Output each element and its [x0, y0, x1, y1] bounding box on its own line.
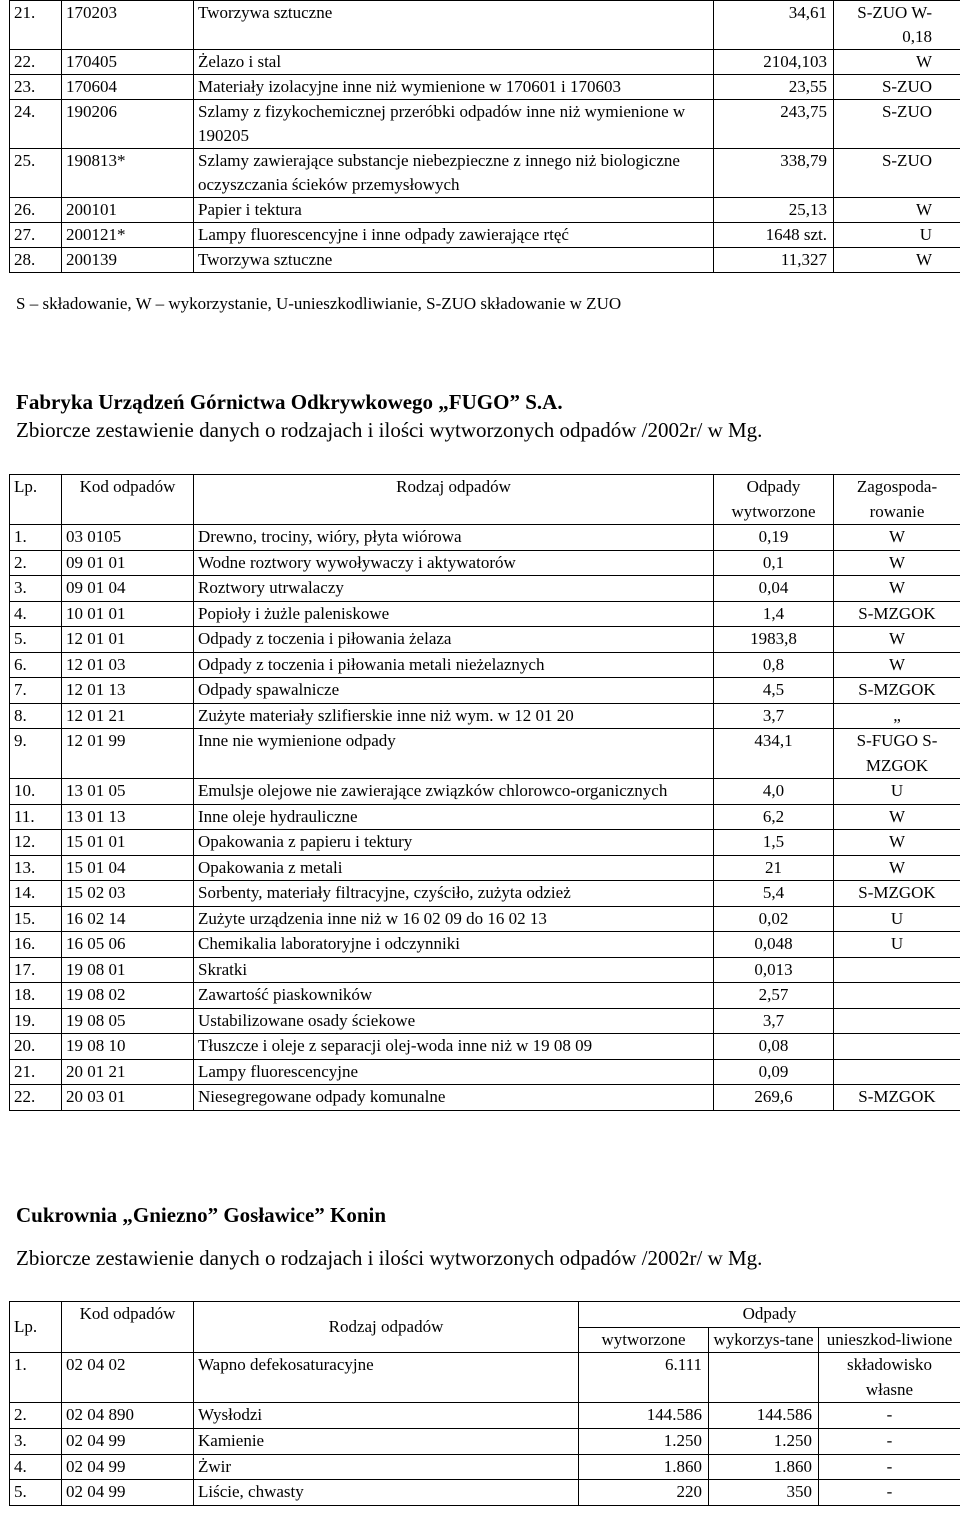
- cell-mgmt: W: [834, 550, 960, 576]
- table-row: [10, 550, 960, 576]
- cell-name: Emulsje olejowe nie zawierające związków chlorowco-organicznych: [194, 779, 714, 805]
- cell-lp: 3.: [10, 1428, 62, 1454]
- table-row: [10, 729, 960, 779]
- table-row: [10, 652, 960, 678]
- cell-mgmt: W: [834, 50, 960, 75]
- cell-code: 170405: [62, 50, 194, 75]
- cell-wykorzystane: 1.250: [709, 1428, 819, 1454]
- cell-name: Szlamy zawierające substancje niebezpieczne z innego niż biologiczne oczyszczania ścieków przemysłowych: [194, 149, 714, 198]
- cell-code: 20 01 21: [62, 1059, 194, 1085]
- cell-name: Wapno defekosaturacyjne: [194, 1353, 579, 1403]
- table-row: [10, 1403, 960, 1429]
- legend-text: S – składowanie, W – wykorzystanie, U-unieszkodliwianie, S-ZUO składowanie w ZUO: [16, 294, 622, 313]
- cell-name: Odpady z toczenia i piłowania żelaza: [194, 627, 714, 653]
- cell-qty: 1,4: [714, 601, 834, 627]
- cell-qty: 0,048: [714, 932, 834, 958]
- cell-name: Materiały izolacyjne inne niż wymienione w 170601 i 170603: [194, 75, 714, 100]
- cell-qty: 0,04: [714, 576, 834, 602]
- cell-code: 03 0105: [62, 525, 194, 551]
- cell-lp: 23.: [10, 75, 62, 100]
- cell-qty: 2,57: [714, 983, 834, 1009]
- cell-qty: 34,61: [714, 1, 834, 50]
- cell-name: Szlamy z fizykochemicznej przeróbki odpadów inne niż wymienione w 190205: [194, 100, 714, 149]
- cell-code: 15 02 03: [62, 881, 194, 907]
- table-row: [10, 703, 960, 729]
- cell-code: 02 04 99: [62, 1480, 194, 1506]
- cell-lp: 21.: [10, 1059, 62, 1085]
- cell-code: 10 01 01: [62, 601, 194, 627]
- cell-name: Popioły i żużle paleniskowe: [194, 601, 714, 627]
- cell-code: 12 01 13: [62, 678, 194, 704]
- table-row: [10, 75, 960, 100]
- cell-lp: 16.: [10, 932, 62, 958]
- cell-lp: 8.: [10, 703, 62, 729]
- cell-lp: 26.: [10, 198, 62, 223]
- cell-qty: 25,13: [714, 198, 834, 223]
- table-row: [10, 627, 960, 653]
- cell-mgmt: W: [834, 830, 960, 856]
- cell-mgmt: [834, 1034, 960, 1060]
- cell-mgmt: U: [834, 223, 960, 248]
- header-mgmt: Zagospoda-rowanie: [834, 475, 960, 525]
- cell-code: 200139: [62, 248, 194, 273]
- cell-name: Roztwory utrwalaczy: [194, 576, 714, 602]
- cell-qty: 0,8: [714, 652, 834, 678]
- table-row: [10, 678, 960, 704]
- table-row: [10, 525, 960, 551]
- cell-name: Żelazo i stal: [194, 50, 714, 75]
- table-row: [10, 1085, 960, 1111]
- cell-name: Zużyte urządzenia inne niż w 16 02 09 do 16 02 13: [194, 906, 714, 932]
- cell-qty: 0,013: [714, 957, 834, 983]
- header-code: Kod odpadów: [62, 475, 194, 525]
- cell-unieszkodliwione: -: [819, 1403, 960, 1429]
- cell-code: 200101: [62, 198, 194, 223]
- cell-name: Żwir: [194, 1454, 579, 1480]
- cell-lp: 1.: [10, 1353, 62, 1403]
- table-row: [10, 932, 960, 958]
- cell-lp: 19.: [10, 1008, 62, 1034]
- cell-qty: 1983,8: [714, 627, 834, 653]
- cell-wytworzone: 144.586: [579, 1403, 709, 1429]
- cuk-header-c3: unieszkod-liwione: [819, 1327, 960, 1353]
- table-row: [10, 881, 960, 907]
- cell-mgmt: S-MZGOK: [834, 1085, 960, 1111]
- cell-name: Inne nie wymienione odpady: [194, 729, 714, 779]
- table-row: [10, 1480, 960, 1506]
- cuk-header-name: Rodzaj odpadów: [194, 1302, 579, 1353]
- cell-code: 19 08 05: [62, 1008, 194, 1034]
- cell-mgmt: U: [834, 906, 960, 932]
- cell-name: Drewno, trociny, wióry, płyta wiórowa: [194, 525, 714, 551]
- cell-name: Tworzywa sztuczne: [194, 1, 714, 50]
- cell-name: Odpady z toczenia i piłowania metali nieżelaznych: [194, 652, 714, 678]
- cell-mgmt: W: [834, 804, 960, 830]
- cell-qty: 0,02: [714, 906, 834, 932]
- top-table-body: [10, 1, 960, 273]
- cell-code: 200121*: [62, 223, 194, 248]
- cell-code: 190206: [62, 100, 194, 149]
- cell-lp: 4.: [10, 1454, 62, 1480]
- cell-qty: 3,7: [714, 703, 834, 729]
- cell-mgmt: S-ZUO: [834, 149, 960, 198]
- cell-name: Lampy fluorescencyjne i inne odpady zawierające rtęć: [194, 223, 714, 248]
- cukrownia-subtitle: Zbiorcze zestawienie danych o rodzajach i ilości wytworzonych odpadów /2002r/ w Mg.: [16, 1246, 763, 1270]
- cell-name: Kamienie: [194, 1428, 579, 1454]
- cuk-header-lp: Lp.: [10, 1302, 62, 1353]
- cell-lp: 18.: [10, 983, 62, 1009]
- table-row: [10, 1454, 960, 1480]
- cell-qty: 338,79: [714, 149, 834, 198]
- cell-qty: 6,2: [714, 804, 834, 830]
- cell-name: Papier i tektura: [194, 198, 714, 223]
- cell-qty: 269,6: [714, 1085, 834, 1111]
- table-row: [10, 983, 960, 1009]
- table-row: [10, 1428, 960, 1454]
- table-row: [10, 149, 960, 198]
- cell-mgmt: [834, 957, 960, 983]
- cell-mgmt: W: [834, 627, 960, 653]
- cell-qty: 434,1: [714, 729, 834, 779]
- cell-lp: 5.: [10, 1480, 62, 1506]
- cell-lp: 20.: [10, 1034, 62, 1060]
- table-row: [10, 906, 960, 932]
- header-name: Rodzaj odpadów: [194, 475, 714, 525]
- fugo-subtitle: Zbiorcze zestawienie danych o rodzajach i ilości wytworzonych odpadów /2002r/ w Mg.: [16, 418, 763, 442]
- cell-lp: 22.: [10, 50, 62, 75]
- cell-name: Odpady spawalnicze: [194, 678, 714, 704]
- cell-code: 16 05 06: [62, 932, 194, 958]
- cell-qty: 5,4: [714, 881, 834, 907]
- cell-mgmt: U: [834, 779, 960, 805]
- cell-mgmt: S-MZGOK: [834, 601, 960, 627]
- cell-code: 16 02 14: [62, 906, 194, 932]
- cell-code: 170203: [62, 1, 194, 50]
- cell-code: 170604: [62, 75, 194, 100]
- cell-wykorzystane: 1.860: [709, 1454, 819, 1480]
- cell-lp: 9.: [10, 729, 62, 779]
- cell-qty: 3,7: [714, 1008, 834, 1034]
- cell-lp: 27.: [10, 223, 62, 248]
- cell-wytworzone: 220: [579, 1480, 709, 1506]
- cell-lp: 24.: [10, 100, 62, 149]
- table-row: [10, 223, 960, 248]
- cell-qty: 4,5: [714, 678, 834, 704]
- fugo-table-body: [10, 525, 960, 1111]
- cell-name: Zużyte materiały szlifierskie inne niż wym. w 12 01 20: [194, 703, 714, 729]
- cell-mgmt: W: [834, 198, 960, 223]
- cell-mgmt: S-ZUO: [834, 100, 960, 149]
- cell-unieszkodliwione: składowisko własne: [819, 1353, 960, 1403]
- cell-wytworzone: 1.860: [579, 1454, 709, 1480]
- cell-lp: 3.: [10, 576, 62, 602]
- cell-wytworzone: 6.111: [579, 1353, 709, 1403]
- cell-code: 19 08 02: [62, 983, 194, 1009]
- cell-mgmt: W: [834, 248, 960, 273]
- cell-name: Opakowania z metali: [194, 855, 714, 881]
- cell-qty: 0,19: [714, 525, 834, 551]
- table-row: [10, 1, 960, 50]
- cell-code: 15 01 01: [62, 830, 194, 856]
- cell-qty: 23,55: [714, 75, 834, 100]
- cell-wytworzone: 1.250: [579, 1428, 709, 1454]
- table-row: [10, 1008, 960, 1034]
- table-row: [10, 50, 960, 75]
- cell-wykorzystane: 350: [709, 1480, 819, 1506]
- table-row: [10, 100, 960, 149]
- cell-name: Tłuszcze i oleje z separacji olej-woda inne niż w 19 08 09: [194, 1034, 714, 1060]
- cukrownia-title: Cukrownia „Gniezno” Gosławice” Konin: [16, 1203, 387, 1227]
- cukrownia-waste-table: [9, 1301, 960, 1506]
- cell-mgmt: W: [834, 652, 960, 678]
- table-row: [10, 198, 960, 223]
- cell-code: 190813*: [62, 149, 194, 198]
- cell-name: Skratki: [194, 957, 714, 983]
- cell-lp: 2.: [10, 550, 62, 576]
- cell-qty: 0,09: [714, 1059, 834, 1085]
- cell-wykorzystane: [709, 1353, 819, 1403]
- cell-mgmt: S-MZGOK: [834, 678, 960, 704]
- cell-lp: 1.: [10, 525, 62, 551]
- cell-code: 12 01 21: [62, 703, 194, 729]
- cell-code: 13 01 05: [62, 779, 194, 805]
- cell-qty: 1648 szt.: [714, 223, 834, 248]
- cell-unieszkodliwione: -: [819, 1428, 960, 1454]
- cell-name: Tworzywa sztuczne: [194, 248, 714, 273]
- cell-name: Lampy fluorescencyjne: [194, 1059, 714, 1085]
- cell-code: 09 01 01: [62, 550, 194, 576]
- cell-name: Chemikalia laboratoryjne i odczynniki: [194, 932, 714, 958]
- cell-lp: 11.: [10, 804, 62, 830]
- table-row: [10, 804, 960, 830]
- cell-lp: 17.: [10, 957, 62, 983]
- cell-unieszkodliwione: -: [819, 1454, 960, 1480]
- cell-qty: 1,5: [714, 830, 834, 856]
- cell-lp: 4.: [10, 601, 62, 627]
- cuk-header-c1: wytworzone: [579, 1327, 709, 1353]
- cell-mgmt: W: [834, 855, 960, 881]
- top-waste-table: [9, 0, 960, 273]
- cell-code: 13 01 13: [62, 804, 194, 830]
- cell-name: Sorbenty, materiały filtracyjne, czyściło, zużyta odzież: [194, 881, 714, 907]
- cuk-header-code: Kod odpadów: [62, 1302, 194, 1353]
- table-row: [10, 957, 960, 983]
- cell-lp: 5.: [10, 627, 62, 653]
- cell-code: 20 03 01: [62, 1085, 194, 1111]
- table-row: [10, 248, 960, 273]
- cuk-header-row-1: [10, 1302, 960, 1328]
- cell-wykorzystane: 144.586: [709, 1403, 819, 1429]
- cell-mgmt: [834, 1008, 960, 1034]
- cell-name: Niesegregowane odpady komunalne: [194, 1085, 714, 1111]
- cell-code: 02 04 99: [62, 1454, 194, 1480]
- cell-code: 15 01 04: [62, 855, 194, 881]
- cell-mgmt: S-MZGOK: [834, 881, 960, 907]
- cell-qty: 4,0: [714, 779, 834, 805]
- cell-lp: 12.: [10, 830, 62, 856]
- fugo-header-row: [10, 475, 960, 525]
- cell-code: 02 04 02: [62, 1353, 194, 1403]
- cell-code: 12 01 01: [62, 627, 194, 653]
- cell-code: 12 01 99: [62, 729, 194, 779]
- table-row: [10, 1059, 960, 1085]
- fugo-waste-table: [9, 474, 960, 1111]
- table-row: [10, 1353, 960, 1403]
- cell-lp: 7.: [10, 678, 62, 704]
- cell-mgmt: U: [834, 932, 960, 958]
- cell-name: Wodne roztwory wywoływaczy i aktywatorów: [194, 550, 714, 576]
- cell-mgmt: W: [834, 525, 960, 551]
- cell-mgmt: W: [834, 576, 960, 602]
- cell-lp: 6.: [10, 652, 62, 678]
- cell-qty: 11,327: [714, 248, 834, 273]
- cell-name: Inne oleje hydrauliczne: [194, 804, 714, 830]
- table-row: [10, 830, 960, 856]
- cell-lp: 14.: [10, 881, 62, 907]
- cell-lp: 10.: [10, 779, 62, 805]
- cell-code: 02 04 890: [62, 1403, 194, 1429]
- table-row: [10, 601, 960, 627]
- cell-mgmt: S-FUGO S-MZGOK: [834, 729, 960, 779]
- cell-code: 09 01 04: [62, 576, 194, 602]
- cell-name: Opakowania z papieru i tektury: [194, 830, 714, 856]
- cell-mgmt: S-ZUO W-0,18: [834, 1, 960, 50]
- cuk-header-c2: wykorzys-tane: [709, 1327, 819, 1353]
- cell-name: Zawartość piaskowników: [194, 983, 714, 1009]
- cell-lp: 25.: [10, 149, 62, 198]
- cell-code: 19 08 10: [62, 1034, 194, 1060]
- cell-code: 12 01 03: [62, 652, 194, 678]
- cell-qty: 0,1: [714, 550, 834, 576]
- cell-lp: 28.: [10, 248, 62, 273]
- cell-qty: 2104,103: [714, 50, 834, 75]
- cell-name: Ustabilizowane osady ściekowe: [194, 1008, 714, 1034]
- cell-lp: 2.: [10, 1403, 62, 1429]
- table-row: [10, 855, 960, 881]
- cell-name: Wysłodzi: [194, 1403, 579, 1429]
- cell-lp: 15.: [10, 906, 62, 932]
- header-qty: Odpady wytworzone: [714, 475, 834, 525]
- cell-mgmt: [834, 1059, 960, 1085]
- cell-code: 19 08 01: [62, 957, 194, 983]
- cell-unieszkodliwione: -: [819, 1480, 960, 1506]
- cell-code: 02 04 99: [62, 1428, 194, 1454]
- cell-qty: 243,75: [714, 100, 834, 149]
- table-row: [10, 576, 960, 602]
- cell-qty: 0,08: [714, 1034, 834, 1060]
- cell-name: Liście, chwasty: [194, 1480, 579, 1506]
- cell-mgmt: S-ZUO: [834, 75, 960, 100]
- cell-lp: 21.: [10, 1, 62, 50]
- table-row: [10, 779, 960, 805]
- table-row: [10, 1034, 960, 1060]
- fugo-title: Fabryka Urządzeń Górnictwa Odkrywkowego „FUGO” S.A.: [16, 390, 563, 414]
- cell-mgmt: [834, 983, 960, 1009]
- cell-qty: 21: [714, 855, 834, 881]
- cell-lp: 13.: [10, 855, 62, 881]
- cell-lp: 22.: [10, 1085, 62, 1111]
- cell-mgmt: „: [834, 703, 960, 729]
- cukrownia-table-body: [10, 1353, 960, 1506]
- header-lp: Lp.: [10, 475, 62, 525]
- cuk-header-group: Odpady: [579, 1302, 960, 1328]
